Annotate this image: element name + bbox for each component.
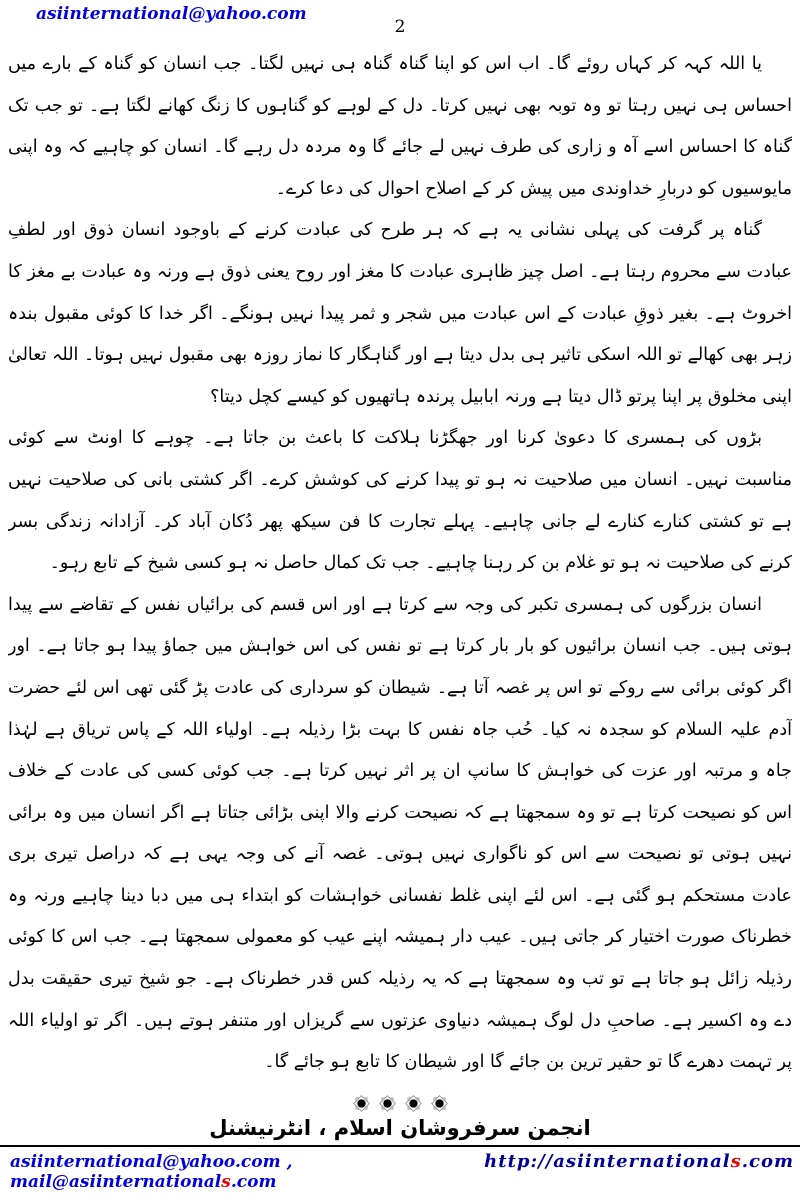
footer-email-links[interactable] bbox=[10, 1152, 484, 1192]
paragraph: گناہ پر گرفت کی پہلی نشانی یہ ہے کہ ہر طرح کی عبادت کرنے کے باوجود انسان ذوق اور لطفِ عبادت سے محروم رہتا ہے۔ اصل چیز ظاہری عبادت کا مغز اور روح یعنی ذوق ہے ورنہ وہ عبادت بے مغز کا اخروٹ ہے۔ بغیر ذوقِ عبادت کے اس عبادت میں شجر و ثمر پیدا نہیں ہونگے۔ اگر خدا کا کوئی مقبول بندہ زہر بھی کھالے تو اللہ اسکی تاثیر ہی بدل دیتا ہے اور گناہگار کا نماز روزہ بھی مقبول نہیں ہوتا۔ اللہ تعالیٰ اپنی مخلوق پر اپنا پرتو ڈال دیتا ہے ورنہ ابابیل پرندہ ہاتھیوں کو کیسے کچل دیتا؟ bbox=[8, 220, 792, 407]
paragraph bbox=[8, 1084, 792, 1086]
footer-url-suffix: .com bbox=[741, 1151, 794, 1172]
paragraph: یا اللہ کہہ کر کہاں روئے گا۔ اب اس کو اپنا گناہ گناہ ہی نہیں لگتا۔ جب انسان کو گناہ کے بارے میں احساس ہی نہیں رہتا تو وہ توبہ بھی نہیں کرتا۔ دل کے لوہے کو گناہوں کا زنگ کھانے لگتا ہے۔ تو جب تک گناہ کا احساس اسے آہ و زاری کی طرف نہیں لے جائے گا وہ مردہ دل رہے گا۔ انسان کو چاہیے کہ وہ اپنی مایوسیوں کو دربارِ خداوندی میں پیش کر کے اصلاح احوال کی دعا کرے۔ bbox=[8, 54, 792, 199]
paragraph: بڑوں کی ہمسری کا دعویٰ کرنا اور جھگڑنا ہلاکت کا باعث بن جاتا ہے۔ چوہے کا اونٹ سے کوئی مناسبت نہیں۔ انسان میں صلاحیت نہ ہو تو پیدا کرنے کی کوشش کرے۔ اگر کشتی بانی کی صلاحیت نہیں ہے تو کشتی کنارے کنارے لے جانی چاہیے۔ پہلے تجارت کا فن سیکھ پھر دُکان آباد کر۔ آزادانہ زندگی بسر کرنے کی صلاحیت نہ ہو تو غلام بن کر رہنا چاہیے۔ جب تک کمال حاصل نہ ہو کسی شیخ کے تابع رہو۔ bbox=[8, 428, 792, 574]
footer-divider bbox=[0, 1145, 800, 1147]
article-body bbox=[8, 44, 792, 1086]
header-email-link[interactable]: asiinternational@yahoo.com bbox=[36, 4, 307, 24]
organization-title: انجمن سرفروشان اسلام ، انٹرنیشنل bbox=[209, 1116, 591, 1140]
ornament-stars-row bbox=[0, 1094, 800, 1113]
footer-email-suffix: .com bbox=[230, 1172, 277, 1192]
eight-point-star-icon bbox=[378, 1094, 397, 1113]
eight-point-star-icon bbox=[430, 1094, 449, 1113]
footer-website-link[interactable] bbox=[484, 1151, 794, 1172]
footer-email-text: asiinternational@yahoo.com , mail@asiinternational bbox=[10, 1152, 293, 1192]
page-number: 2 bbox=[394, 17, 406, 37]
footer-url-text: http://asiinternational bbox=[484, 1151, 731, 1172]
paragraph: انسان بزرگوں کی ہمسری تکبر کی وجہ سے کرتا ہے اور اس قسم کی برائیاں نفس کے تقاضے سے پیدا ہوتی ہیں۔ جب انسان برائیوں کو بار بار کرتا ہے تو نفس کی اس خواہش میں جماؤ پیدا ہو جاتا ہے۔ اور اگر کوئی برائی سے روکے تو اس پر غصہ آتا ہے۔ شیطان کو سرداری کی عادت پڑ گئی تھی اس لئے حضرت آدم علیہ السلام کو سجدہ نہ کیا۔ حُب جاہ نفس کا بہت بڑا رذیلہ ہے۔ اولیاء اللہ کے پاس تریاق ہے لہٰذا جاہ و مرتبہ اور عزت کی خواہش کا سانپ ان پر اثر نہیں کرتا ہے۔ جب کوئی کسی کی عادت کے خلاف اس کو نصیحت کرتا ہے تو وہ سمجھتا ہے کہ نصیحت کرنے والا اپنی بڑائی جتاتا ہے اگر انسان میں وہ برائی نہیں ہوتی تو نصیحت سے اس کو ناگواری نہیں ہوتی۔ غصہ آنے کی وجہ یہی ہے کہ دراصل تیری بری عادت مستحکم ہو گئی ہے۔ اس لئے اپنی غلط نفسانی خواہشات کو ابتداء ہی میں دبا دینا چاہیے ورنہ وہ خطرناک صورت اختیار کر جاتی ہیں۔ عیب دار ہمیشہ اپنے عیب کو معمولی سمجھتا ہے۔ جب اس کا کوئی رذیلہ زائل ہو جاتا ہے تو تب وہ سمجھتا ہے کہ یہ رذیلہ کس قدر خطرناک ہے۔ جو شیخ تیری حقیقت بدل دے وہ اکسیر ہے۔ صاحبِ دل لوگ ہمیشہ دنیاوی عزتوں سے گریزاں اور متنفر ہوتے ہیں۔ اگر تو اولیاء اللہ پر تہمت دھرے گا تو حقیر ترین بن جائے گا اور شیطان کا تابع ہو جائے گا۔ bbox=[8, 594, 792, 1073]
eight-point-star-icon bbox=[404, 1094, 423, 1113]
footer-links-row bbox=[10, 1151, 794, 1192]
eight-point-star-icon bbox=[352, 1094, 371, 1113]
footer-email-highlight: s bbox=[221, 1172, 231, 1192]
footer-url-highlight: s bbox=[730, 1151, 742, 1172]
